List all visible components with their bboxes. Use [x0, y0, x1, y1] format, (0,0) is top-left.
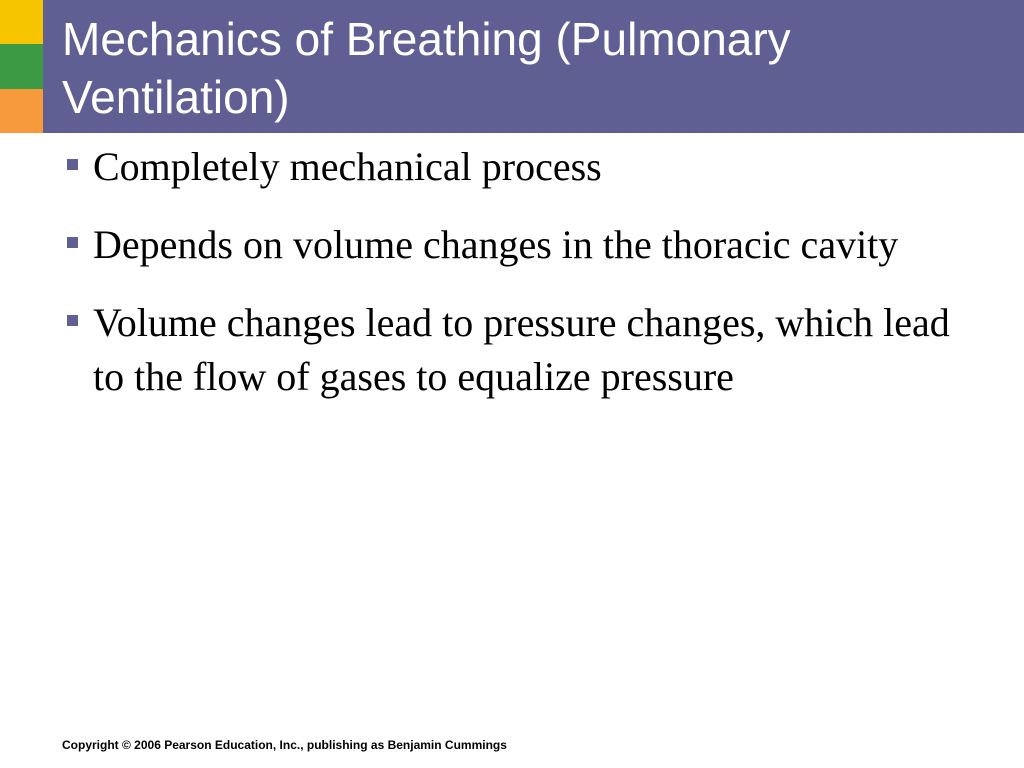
slide-title: Mechanics of Breathing (Pulmonary Ventilation)	[62, 13, 791, 123]
bullet-text: Depends on volume changes in the thoracic cavity	[93, 222, 899, 267]
bullet-item	[64, 296, 964, 404]
bullet-list	[64, 140, 964, 428]
color-accent-strip	[0, 0, 43, 133]
bullet-text: Volume changes lead to pressure changes, which lead to the flow of gases to equalize pressure	[93, 300, 950, 399]
accent-green-block	[0, 44, 43, 89]
accent-orange-block	[0, 89, 43, 133]
square-bullet-icon	[67, 237, 78, 248]
bullet-item	[64, 140, 964, 194]
bullet-text: Completely mechanical process	[93, 144, 602, 189]
copyright-footer: Copyright © 2006 Pearson Education, Inc., publishing as Benjamin Cummings	[62, 738, 507, 752]
square-bullet-icon	[67, 315, 78, 326]
bullet-item	[64, 218, 964, 272]
square-bullet-icon	[67, 159, 78, 170]
accent-yellow-block	[0, 0, 43, 44]
